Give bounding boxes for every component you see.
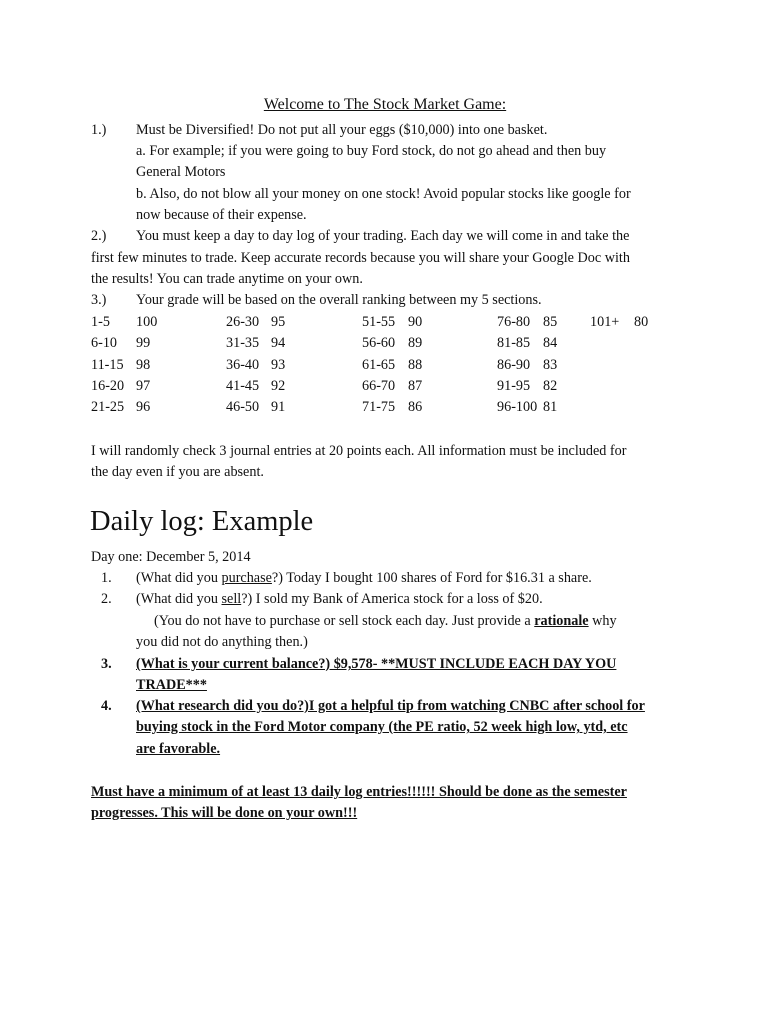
grade-range: 101+ <box>590 314 620 330</box>
grade-range: 21-25 <box>91 399 125 416</box>
grade-value: 96 <box>136 399 151 416</box>
grade-range: 26-30 <box>226 314 260 330</box>
log-item-2-number: 2. <box>101 591 112 607</box>
log-item-3-number: 3. <box>101 656 112 672</box>
grade-range: 71-75 <box>362 399 396 416</box>
day-one-date: Day one: December 5, 2014 <box>91 549 251 565</box>
grade-range: 66-70 <box>362 377 396 394</box>
grade-value: 94 <box>271 335 286 352</box>
log-item-4-line-3: are favorable. <box>136 741 221 757</box>
rule-2-text: You must keep a day to day log of your trading. Each day we will come in and take the <box>136 228 630 244</box>
grade-value: 93 <box>271 356 286 373</box>
grade-value: 85 <box>543 314 558 330</box>
grade-value: 82 <box>543 377 558 394</box>
grade-value: 84 <box>543 335 558 352</box>
grade-range: 91-95 <box>497 377 531 394</box>
page-title: Welcome to The Stock Market Game: <box>263 96 507 113</box>
sell-word: sell <box>221 591 242 607</box>
log-item-2-note-suffix: why <box>588 613 617 629</box>
footer-line-1: Must have a minimum of at least 13 daily log entries!!!!!! Should be done as the semester <box>91 784 627 800</box>
grade-value: 98 <box>136 356 151 373</box>
log-item-1-number: 1. <box>101 570 112 586</box>
rule-3-text: Your grade will be based on the overall ranking between my 5 sections. <box>136 292 542 308</box>
grade-range: 61-65 <box>362 356 396 373</box>
grade-value: 87 <box>408 377 423 394</box>
grade-value: 91 <box>271 399 286 416</box>
log-item-2-prefix: (What did you <box>136 591 222 607</box>
log-item-2-note-line-2: you did not do anything then.) <box>136 634 308 650</box>
daily-log-heading: Daily log: Example <box>90 506 314 537</box>
log-item-1-suffix: ?) Today I bought 100 shares of Ford for $16.31 a share. <box>271 570 592 586</box>
purchase-word: purchase <box>221 570 272 586</box>
grade-value: 80 <box>634 314 649 330</box>
rule-1b-line-1: b. Also, do not blow all your money on one stock! Avoid popular stocks like google for <box>136 186 631 202</box>
grade-range: 96-100 <box>497 399 538 416</box>
grade-range: 76-80 <box>497 314 531 330</box>
log-item-4-line-1: (What research did you do?)I got a helpful tip from watching CNBC after school for <box>136 698 645 714</box>
grade-value: 88 <box>408 356 423 373</box>
log-item-2-note-prefix: (You do not have to purchase or sell stock each day. Just provide a <box>154 613 535 629</box>
grade-range: 86-90 <box>497 356 531 373</box>
grade-value: 95 <box>271 314 286 330</box>
log-item-1-prefix: (What did you <box>136 570 222 586</box>
log-item-2 <box>136 590 543 608</box>
journal-line-2: the day even if you are absent. <box>91 464 264 480</box>
grade-range: 6-10 <box>91 335 118 352</box>
grade-value: 97 <box>136 377 151 394</box>
grade-range: 56-60 <box>362 335 396 352</box>
rule-1a-line-1: a. For example; if you were going to buy Ford stock, do not go ahead and then buy <box>136 143 607 159</box>
rule-2-line-2: first few minutes to trade. Keep accurate records because you will share your Google Doc with <box>91 250 630 266</box>
log-item-4-line-2: buying stock in the Ford Motor company (the PE ratio, 52 week high low, ytd, etc <box>136 719 628 735</box>
grade-range: 31-35 <box>226 335 260 352</box>
rule-1b-line-2: now because of their expense. <box>136 207 307 223</box>
grade-value: 86 <box>408 399 423 416</box>
grade-value: 83 <box>543 356 558 373</box>
log-item-3-line-1: (What is your current balance?) $9,578- **MUST INCLUDE EACH DAY YOU <box>136 656 617 672</box>
grade-range: 51-55 <box>362 314 396 330</box>
log-item-1 <box>136 569 592 587</box>
grade-range: 41-45 <box>226 377 260 394</box>
grade-value: 89 <box>408 335 423 352</box>
log-item-4-number: 4. <box>101 698 112 714</box>
rule-1-text: Must be Diversified! Do not put all your eggs ($10,000) into one basket. <box>136 122 548 138</box>
grade-range: 1-5 <box>91 314 110 330</box>
grade-value: 99 <box>136 335 151 352</box>
grade-range: 11-15 <box>91 356 124 373</box>
rule-1-number: 1.) <box>91 122 107 138</box>
rule-1a-line-2: General Motors <box>136 164 226 180</box>
journal-line-1: I will randomly check 3 journal entries at 20 points each. All information must be included for <box>91 443 627 459</box>
grade-value: 100 <box>136 314 158 330</box>
grade-range: 36-40 <box>226 356 260 373</box>
rule-2-line-3: the results! You can trade anytime on your own. <box>91 271 363 287</box>
rule-2-number: 2.) <box>91 228 107 244</box>
grade-range: 16-20 <box>91 377 125 394</box>
log-item-2-note <box>154 612 617 630</box>
log-item-3-line-2: TRADE*** <box>136 677 207 693</box>
grade-value: 90 <box>408 314 423 330</box>
rule-3-number: 3.) <box>91 292 107 308</box>
grade-range: 81-85 <box>497 335 531 352</box>
log-item-2-suffix: ?) I sold my Bank of America stock for a loss of $20. <box>241 591 543 607</box>
grade-value: 92 <box>271 377 286 394</box>
footer-line-2: progresses. This will be done on your own!!! <box>91 805 358 821</box>
rationale-word: rationale <box>534 613 589 629</box>
grade-value: 81 <box>543 399 558 416</box>
grade-range: 46-50 <box>226 399 260 416</box>
